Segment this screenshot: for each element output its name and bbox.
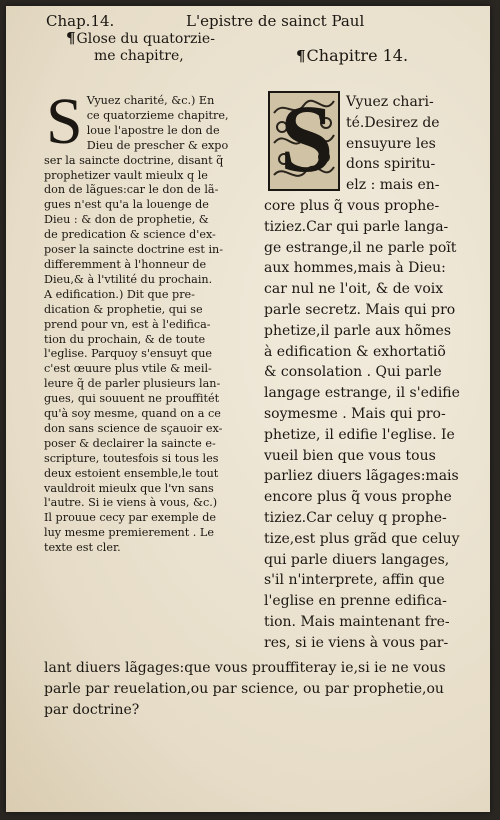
gloss-line: prophetizer vault mieulx q le	[44, 168, 208, 182]
gloss-heading	[66, 30, 215, 65]
gloss-line: prend pour vn, est à l'edifica-	[44, 317, 211, 331]
text-line: phetize,il parle aux hõmes	[264, 322, 451, 339]
text-line: ge estrange,il ne parle poĩt	[264, 239, 457, 256]
text-line: Vyuez chari-	[346, 94, 434, 110]
gloss-line: differemment à l'honneur de	[44, 257, 207, 271]
gloss-line: don de lãgues:car le don de lã-	[44, 183, 219, 197]
text-line: elz : mais en-	[346, 177, 440, 194]
gloss-line: poser & declairer la saincte e-	[44, 436, 216, 450]
text-line: langage estrange, il s'edifie	[264, 385, 460, 402]
text-line: lant diuers lãgages:que vous prouffiteray ie,si ie ne vous	[44, 660, 446, 676]
gloss-title-line1: Glose du quatorzie-	[76, 31, 215, 47]
gloss-line: leure q̃ de parler plusieurs lan-	[44, 377, 221, 391]
text-line: tiziez.Car qui parle langa-	[264, 218, 449, 235]
text-line: phetize, il edifie l'eglise. Ie	[264, 426, 455, 443]
gloss-line: dication & prophetie, qui se	[44, 302, 203, 316]
pilcrow-icon: ¶	[296, 47, 306, 65]
chapter-title: Chapitre 14.	[306, 46, 409, 65]
gloss-line: l'autre. Si ie viens à vous, &c.)	[44, 496, 218, 510]
text-line: soymesme . Mais qui pro-	[264, 405, 446, 422]
text-line: par doctrine?	[44, 701, 140, 718]
text-line: ensuyure les	[346, 135, 436, 152]
text-line: parle secretz. Mais qui pro	[264, 301, 456, 318]
text-line: qui parle diuers langages,	[264, 551, 450, 568]
running-head-chapter: Chap.14.	[46, 12, 115, 30]
gloss-line: deux estoient ensemble,le tout	[44, 466, 219, 480]
gloss-line: luy mesme premierement . Le	[44, 526, 214, 540]
text-line: s'il n'interprete, affin que	[264, 572, 445, 589]
gloss-drop-initial: S	[46, 85, 83, 158]
gloss-line: texte est cler.	[44, 541, 121, 555]
gloss-line: Dieu de prescher & expo	[86, 138, 229, 152]
text-line: parle par reuelation,ou par science, ou par prophetie,ou	[44, 680, 444, 697]
text-line: encore plus q̃ vous prophe	[264, 489, 452, 506]
text-line: & consolation . Qui parle	[264, 364, 442, 381]
gloss-line: Il prouue cecy par exemple de	[44, 511, 217, 525]
gloss-line: Dieu,& à l'vtilité du prochain.	[44, 272, 213, 286]
gloss-line: gues, qui souuent ne prouffitét	[44, 392, 220, 406]
gloss-line: de predication & science d'ex-	[44, 228, 216, 242]
gloss-text	[44, 85, 254, 556]
gloss-line: poser la saincte doctrine est in-	[44, 243, 224, 257]
chapter-heading	[296, 46, 408, 65]
text-line: tiziez.Car celuy q prophe-	[264, 509, 447, 526]
gloss-line: loue l'apostre le don de	[86, 123, 220, 137]
text-line: vueil bien que vous tous	[264, 447, 436, 464]
decorated-initial	[268, 91, 340, 191]
gloss-line: A edification.) Dit que pre-	[44, 287, 195, 301]
text-line: tion. Mais maintenant fre-	[264, 613, 450, 630]
gloss-line: qu'à soy mesme, quand on a ce	[44, 407, 221, 421]
text-line: té.Desirez de	[346, 114, 440, 131]
text-line: res, si ie viens à vous par-	[264, 634, 449, 651]
pilcrow-icon: ¶	[66, 29, 76, 47]
text-line: car nul ne l'oit, & de voix	[264, 281, 444, 298]
text-line: core plus q̃ vous prophe-	[264, 198, 440, 214]
gloss-line: l'eglise. Parquoy s'ensuyt que	[44, 347, 213, 361]
gloss-line: scripture, toutesfois si tous les	[44, 451, 219, 465]
gloss-line: gues n'est qu'a la louenge de	[44, 198, 209, 212]
chapter-drop-initial: S	[280, 91, 334, 191]
gloss-line: Vyuez charité, &c.) En	[86, 94, 215, 107]
text-line: parliez diuers lãgages:mais	[264, 468, 459, 485]
text-line: l'eglise en prenne edifica-	[264, 593, 447, 610]
gloss-line: ce quatorzieme chapitre,	[86, 108, 229, 122]
text-line: dons spiritu-	[346, 156, 436, 173]
text-line: à edification & exhortatiõ	[264, 343, 446, 360]
gloss-line: Dieu : & don de prophetie, &	[44, 213, 209, 227]
book-page	[6, 6, 490, 812]
text-line: aux hommes,mais à Dieu:	[264, 260, 446, 277]
gloss-line: tion du prochain, & de toute	[44, 332, 206, 346]
gloss-title-line2: me chapitre,	[94, 48, 184, 64]
gloss-commentary-column	[44, 85, 254, 556]
gloss-line: c'est œuure plus vtile & meil-	[44, 362, 212, 376]
gloss-line: vauldroit mieulx que l'vn sans	[44, 481, 214, 495]
text-line: tize,est plus grãd que celuy	[264, 530, 460, 547]
scripture-text-continued	[44, 658, 464, 720]
gloss-line: don sans science de sçauoir ex-	[44, 421, 223, 435]
running-head-title: L'epistre de sainct Paul	[186, 12, 365, 30]
gloss-line: ser la saincte doctrine, disant q̃	[44, 153, 224, 167]
scripture-text	[264, 196, 464, 654]
scripture-text-top	[346, 92, 464, 196]
